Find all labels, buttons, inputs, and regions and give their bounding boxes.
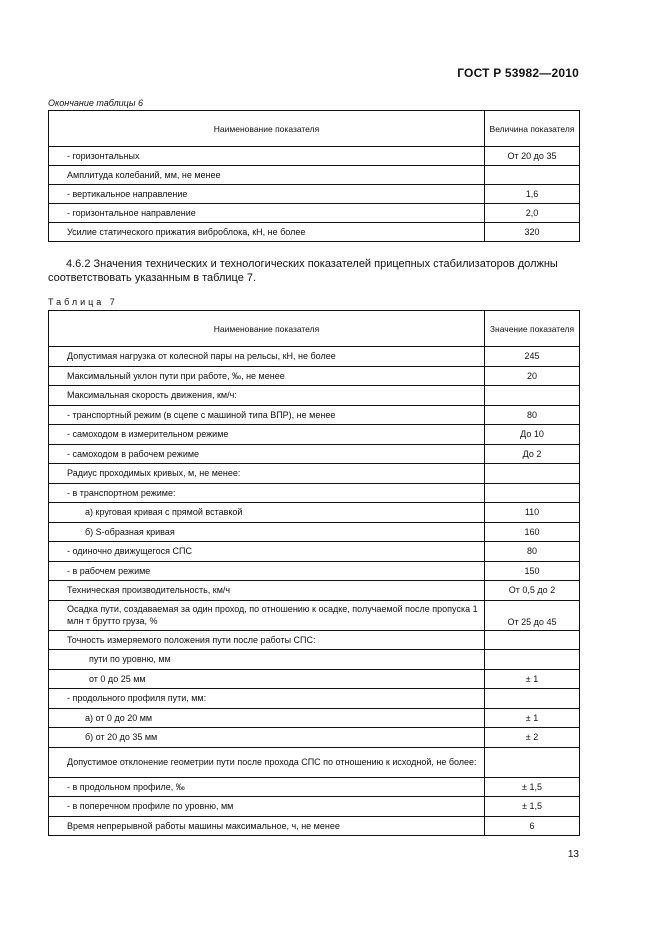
table7-cell-value: От 0,5 до 2 [485, 581, 580, 601]
table7-cell-name: - в рабочем режиме [49, 561, 485, 581]
table7-col-name: Наименование показателя [49, 311, 485, 347]
table7-cell-value: 6 [485, 816, 580, 836]
table7-cell-value: 150 [485, 561, 580, 581]
table7-cell-name: - самоходом в измерительном режиме [49, 425, 485, 445]
table-row [49, 708, 580, 728]
page-number: 13 [567, 849, 579, 860]
table7-cell-name: Допустимое отклонение геометрии пути после прохода СПС по отношению к исходной, не более: [49, 747, 485, 777]
table6-cell-value [485, 166, 580, 185]
table7-cell-value [485, 689, 580, 709]
table-row [49, 147, 580, 166]
table7-cell-name: от 0 до 25 мм [49, 669, 485, 689]
table-row [49, 542, 580, 562]
table7-cell-name: - самоходом в рабочем режиме [49, 444, 485, 464]
table-row [49, 185, 580, 204]
table-row [49, 600, 580, 630]
table-row [49, 689, 580, 709]
table7-cell-value: 245 [485, 347, 580, 367]
table6-cell-name: Амплитуда колебаний, мм, не менее [49, 166, 485, 185]
table7-header-row [49, 311, 580, 347]
table-row [49, 347, 580, 367]
table-row [49, 561, 580, 581]
table7-cell-value: ± 2 [485, 728, 580, 748]
table-row [49, 444, 580, 464]
table6-header-row [49, 111, 580, 147]
table-row [49, 747, 580, 777]
table7-cell-name: Время непрерывной работы машины максимальное, ч, не менее [49, 816, 485, 836]
table7-cell-value [485, 630, 580, 650]
table7-cell-name: - продольного профиля пути, мм: [49, 689, 485, 709]
table6-col-value: Величина показателя [485, 111, 580, 147]
table6-cell-name: - горизонтальных [49, 147, 485, 166]
table7-cell-value [485, 650, 580, 670]
table7-caption: Таблица 7 [48, 297, 118, 307]
table7-cell-name: а) круговая кривая с прямой вставкой [49, 503, 485, 523]
table-row [49, 483, 580, 503]
table6-caption: Окончание таблицы 6 [48, 98, 143, 108]
table7-cell-value [485, 747, 580, 777]
table6-cell-name: - вертикальное направление [49, 185, 485, 204]
table7-cell-value: До 10 [485, 425, 580, 445]
table-row [49, 223, 580, 242]
table6-cell-value: От 20 до 35 [485, 147, 580, 166]
table7-cell-value: ± 1 [485, 669, 580, 689]
table6-cell-name: - горизонтальное направление [49, 204, 485, 223]
table-row [49, 650, 580, 670]
table7-cell-value [485, 386, 580, 406]
table7-cell-name: - в поперечном профиле по уровню, мм [49, 797, 485, 817]
table7-cell-value: 80 [485, 542, 580, 562]
table6-cell-name: Усилие статического прижатия виброблока, кН, не более [49, 223, 485, 242]
table-row [49, 581, 580, 601]
table7-cell-name: Точность измеряемого положения пути после работы СПС: [49, 630, 485, 650]
table7-cell-name: пути по уровню, мм [49, 650, 485, 670]
table6-cell-value: 320 [485, 223, 580, 242]
table7-cell-name: - одиночно движущегося СПС [49, 542, 485, 562]
table-row [49, 464, 580, 484]
table-row [49, 797, 580, 817]
table7-cell-value [485, 464, 580, 484]
table-row [49, 386, 580, 406]
table7-cell-name: Допустимая нагрузка от колесной пары на рельсы, кН, не более [49, 347, 485, 367]
table-6 [48, 110, 580, 242]
table7-cell-value: До 2 [485, 444, 580, 464]
table7-cell-value: 80 [485, 405, 580, 425]
table7-cell-value: ± 1 [485, 708, 580, 728]
table7-cell-value: 20 [485, 366, 580, 386]
table6-col-name: Наименование показателя [49, 111, 485, 147]
table7-cell-value: 160 [485, 522, 580, 542]
table-row [49, 728, 580, 748]
table7-cell-name: а) от 0 до 20 мм [49, 708, 485, 728]
table7-cell-value: От 25 до 45 [485, 600, 580, 630]
table-row [49, 630, 580, 650]
table7-cell-name: Максимальная скорость движения, км/ч: [49, 386, 485, 406]
table-7 [48, 310, 580, 836]
table-row [49, 166, 580, 185]
table7-cell-name: - в продольном профиле, ‰ [49, 777, 485, 797]
table7-cell-name: б) от 20 до 35 мм [49, 728, 485, 748]
table-row [49, 204, 580, 223]
table6-cell-value: 1,6 [485, 185, 580, 204]
table-row [49, 405, 580, 425]
table7-cell-name: Радиус проходимых кривых, м, не менее: [49, 464, 485, 484]
table6-cell-value: 2,0 [485, 204, 580, 223]
table7-cell-name: Максимальный уклон пути при работе, ‰, не менее [49, 366, 485, 386]
table7-cell-value: 110 [485, 503, 580, 523]
table7-cell-value [485, 483, 580, 503]
table7-cell-name: - транспортный режим (в сцепе с машиной типа ВПР), не менее [49, 405, 485, 425]
paragraph-4-6-2: 4.6.2 Значения технических и технологических показателей прицепных стабилизаторов должны соответствовать указанным в таблице 7. [48, 258, 558, 284]
table7-cell-name: - в транспортном режиме: [49, 483, 485, 503]
table7-cell-value: ± 1,5 [485, 797, 580, 817]
table-row [49, 777, 580, 797]
document-code: ГОСТ Р 53982—2010 [457, 66, 579, 80]
table-row [49, 816, 580, 836]
table7-cell-name: Осадка пути, создаваемая за один проход, по отношению к осадке, получаемой после пропуска 1 млн т брутто груза, % [49, 600, 485, 630]
table-row [49, 366, 580, 386]
table7-col-value: Значение показателя [485, 311, 580, 347]
table-row [49, 425, 580, 445]
table7-cell-name: б) S-образная кривая [49, 522, 485, 542]
table-row [49, 522, 580, 542]
table7-cell-value: ± 1,5 [485, 777, 580, 797]
table-row [49, 669, 580, 689]
table7-cell-name: Техническая производительность, км/ч [49, 581, 485, 601]
table-row [49, 503, 580, 523]
